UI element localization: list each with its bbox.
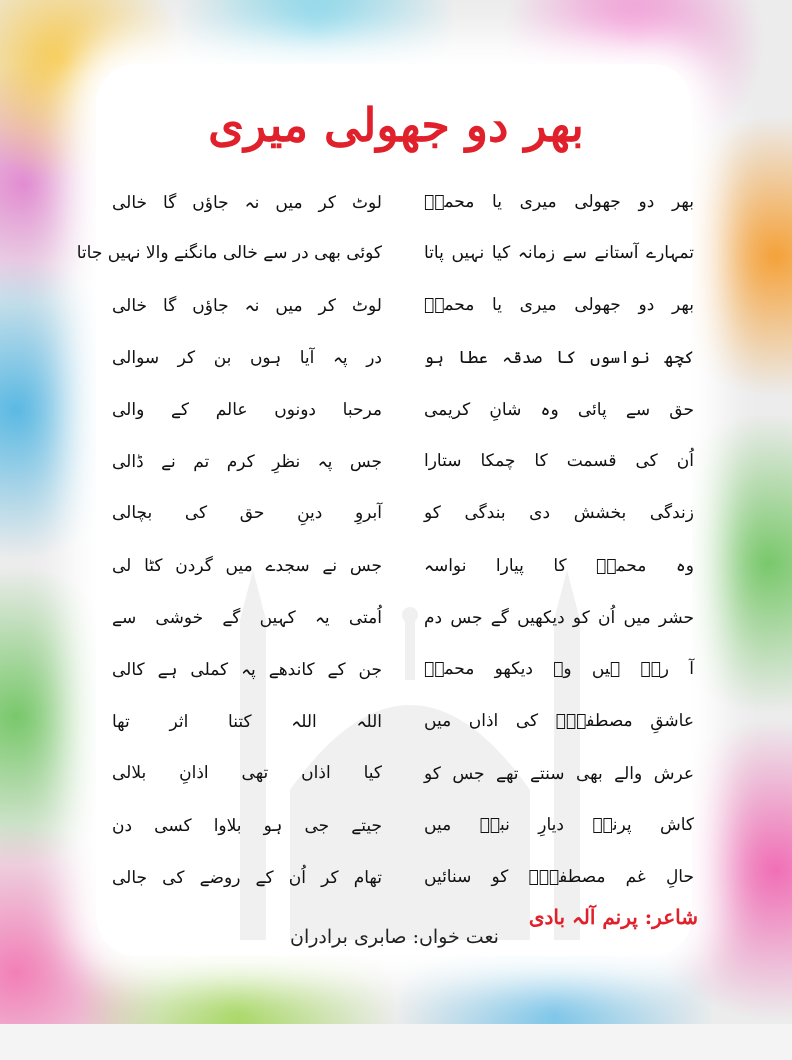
verse	[112, 711, 694, 759]
verse-first-line: عرش والے بھی سنتے تھے جس کو	[424, 764, 694, 784]
verse-second-line: جن کے کاندھے پہ کملی ہے کالی	[112, 660, 382, 680]
verse-second-line: کوئی بھی در سے خالی مانگنے والا نہیں جاتا	[76, 243, 382, 263]
verse-first-line: کچھ نواسوں کا صدقہ عطا ہو	[424, 348, 694, 368]
verse	[112, 815, 694, 863]
verse-second-line: مرحبا دونوں عالم کے والی	[112, 400, 382, 420]
verse-second-line: جس پہ نظرِ کرم تم نے ڈالی	[112, 452, 382, 472]
verse-second-line: آبروِ دینِ حق کی بچالی	[112, 503, 382, 523]
verse-first-line: اُن کی قسمت کا چمکا ستارا	[424, 451, 694, 471]
verse-first-line: حشر میں اُن کو دیکھیں گے جس دم	[424, 608, 694, 628]
verse	[112, 555, 694, 603]
verse-first-line: تمہارے آستانے سے زمانہ کیا نہیں پاتا	[424, 243, 694, 263]
reciter-credit: نعت خواں: صابری برادران	[290, 926, 499, 948]
poem-title: بھر دو جھولی میری	[208, 98, 584, 152]
verse-first-line: کاش پرنمؔ دیارِ نبیؐ میں	[424, 815, 694, 835]
verse	[112, 295, 694, 343]
verse-first-line: زندگی بخشش دی بندگی کو	[424, 503, 694, 523]
verse-first-line: آ رہے ہیں وہ دیکھو محمدؐ	[424, 659, 694, 679]
verse-first-line: بھر دو جھولی میری یا محمدؐ	[424, 192, 694, 212]
verse	[112, 192, 694, 240]
verse-second-line: لوٹ کر میں نہ جاؤں گا خالی	[112, 296, 382, 316]
verse-second-line: تھام کر اُن کے روضے کی جالی	[112, 868, 382, 888]
verse-second-line: جیتے جی ہو بلاوا کسی دن	[112, 816, 382, 836]
verse	[112, 659, 694, 707]
verse-second-line: اللہ اللہ کتنا اثر تھا	[112, 712, 382, 732]
verse-second-line: جس نے سجدے میں گردن کٹا لی	[112, 556, 382, 576]
poet-credit: شاعر: پرنم آلہ بادی	[528, 905, 698, 929]
verse-second-line: اُمتی یہ کہیں گے خوشی سے	[112, 608, 382, 628]
verse	[112, 607, 694, 655]
verse	[112, 503, 694, 551]
verse-second-line: لوٹ کر میں نہ جاؤں گا خالی	[112, 193, 382, 213]
verse-first-line: وہ محمدؐ کا پیارا نواسہ	[424, 556, 694, 576]
verse	[112, 451, 694, 499]
verse	[112, 347, 694, 395]
verse-first-line: حالِ غم مصطفیٰؐ کو سنائیں	[424, 867, 694, 887]
verse	[76, 242, 694, 290]
verse	[112, 399, 694, 447]
verse	[112, 763, 694, 811]
verse-first-line: عاشقِ مصطفیٰؐ کی اذاں میں	[424, 711, 694, 731]
verse-second-line: در پہ آیا ہوں بن کر سوالی	[112, 348, 382, 368]
verse-first-line: حق سے پائی وہ شانِ کریمی	[424, 400, 694, 420]
verse-second-line: کیا اذاں تھی اذانِ بلالی	[112, 763, 382, 783]
verse-first-line: بھر دو جھولی میری یا محمدؐ	[424, 295, 694, 315]
